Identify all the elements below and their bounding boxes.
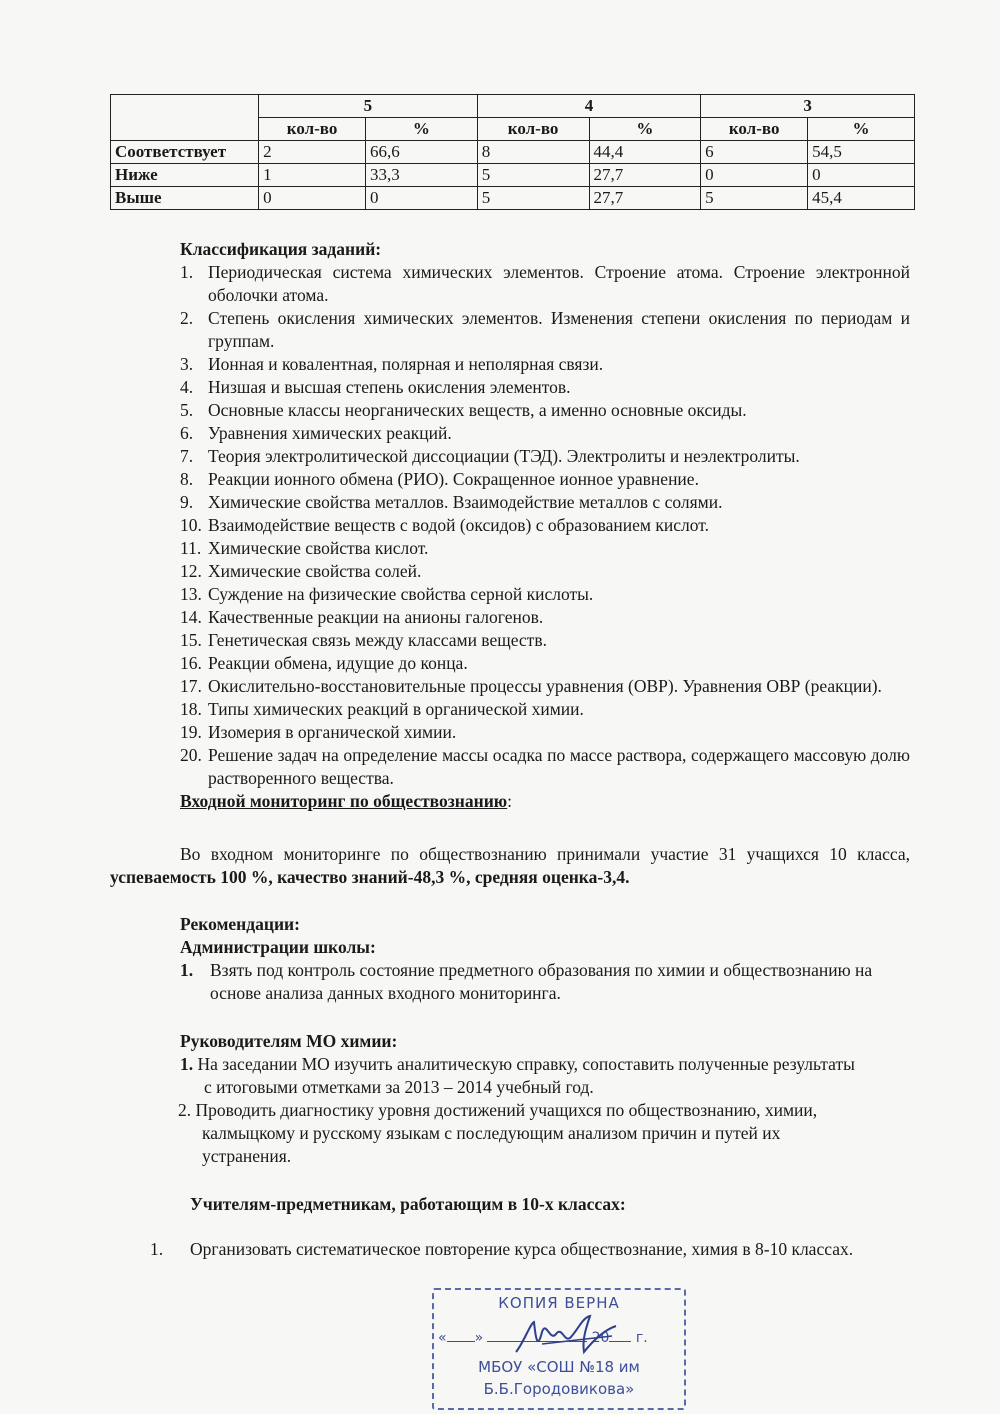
table-cell: 54,5 [808, 141, 915, 164]
list-item [180, 376, 910, 399]
list-item [180, 353, 910, 376]
table-cell: 8 [477, 141, 589, 164]
list-item [180, 261, 910, 307]
stamp-school-name: Б.Б.Городовикова» [483, 1380, 635, 1398]
item-number: 1. [180, 960, 194, 980]
monitoring-text: Во входном мониторинге по обществознанию принимали участие 31 учащихся 10 класса, [180, 844, 910, 864]
item-text: Качественные реакции на анионы галогенов. [208, 607, 544, 627]
table-cell: 5 [477, 187, 589, 210]
row-label: Выше [111, 187, 259, 210]
item-text: Взаимодействие веществ с водой (оксидов) с образованием кислот. [208, 515, 709, 535]
item-text: Решение задач на определение массы осадка по массе раствора, содержащего массовую долю растворенного вещества. [208, 745, 910, 788]
list-item [180, 652, 910, 675]
list-item [180, 629, 910, 652]
list-item [180, 959, 880, 1005]
list-item [180, 399, 910, 422]
item-text: Степень окисления химических элементов. Изменения степени окисления по периодам и группам. [208, 308, 910, 351]
monitoring-heading [180, 790, 910, 813]
list-item [180, 560, 910, 583]
item-number: 7. [180, 446, 194, 466]
list-item [180, 721, 910, 744]
item-number: 3. [180, 354, 194, 374]
table-row [111, 187, 915, 210]
list-item [180, 445, 910, 468]
item-text: Реакции ионного обмена (РИО). Сокращенное ионное уравнение. [208, 469, 699, 489]
item-text: Низшая и высшая степень окисления элементов. [208, 377, 571, 397]
list-item [150, 1238, 910, 1261]
certification-stamp [432, 1288, 686, 1410]
item-number: 20. [180, 745, 202, 765]
subheader-cell: % [808, 118, 915, 141]
item-text: Ионная и ковалентная, полярная и неполярная связи. [208, 354, 604, 374]
table-cell: 1 [259, 164, 366, 187]
item-number: 1. [180, 1054, 194, 1074]
stamp-year: 20 [591, 1330, 610, 1346]
table-cell: 66,6 [366, 141, 478, 164]
item-text: Периодическая система химических элементов. Строение атома. Строение электронной оболочки атома. [208, 262, 910, 305]
item-number: 5. [180, 400, 194, 420]
list-item [180, 675, 910, 698]
item-number: 4. [180, 377, 194, 397]
admin-title: Администрации школы: [180, 937, 376, 957]
grade-header: 3 [701, 95, 915, 118]
list-item [178, 1099, 858, 1168]
item-number: 19. [180, 722, 202, 742]
table-cell: 0 [701, 164, 808, 187]
mo-title: Руководителям МО химии: [180, 1031, 398, 1051]
table-cell: 45,4 [808, 187, 915, 210]
item-number: 14. [180, 607, 202, 627]
table-cell: 5 [477, 164, 589, 187]
table-header-row [111, 95, 915, 118]
list-item [180, 698, 910, 721]
list-item [180, 583, 910, 606]
recommendations-section [180, 913, 880, 1005]
task-list [180, 261, 910, 790]
item-number: 2. [178, 1100, 192, 1120]
table-cell: 2 [259, 141, 366, 164]
item-text: Генетическая связь между классами веществ. [208, 630, 547, 650]
item-number: 1. [150, 1239, 164, 1259]
item-number: 15. [180, 630, 202, 650]
item-number: 6. [180, 423, 194, 443]
item-text: Типы химических реакций в органической химии. [208, 699, 584, 719]
subheader-cell: % [366, 118, 478, 141]
grade-header: 4 [477, 95, 700, 118]
results-table [110, 94, 915, 210]
item-number: 1. [180, 262, 194, 282]
item-text: Изомерия в органической химии. [208, 722, 457, 742]
row-label: Соответствует [111, 141, 259, 164]
teacher-list [150, 1238, 910, 1261]
stamp-title: КОПИЯ ВЕРНА [498, 1294, 620, 1312]
list-item [180, 422, 910, 445]
table-cell: 6 [701, 141, 808, 164]
item-text: Проводить диагностику уровня достижений учащихся по обществознанию, химии, калмыцкому и русскому языкам с последующим анализом причин и путей их устранения. [195, 1100, 818, 1166]
list-item [180, 514, 910, 537]
list-item [180, 537, 910, 560]
table-cell: 33,3 [366, 164, 478, 187]
subheader-cell: кол-во [701, 118, 808, 141]
monitoring-title-colon: : [507, 791, 513, 811]
row-label: Ниже [111, 164, 259, 187]
item-text: На заседании МО изучить аналитическую справку, сопоставить полученные результаты с итоговыми отметками за 2013 – 2014 учебный год. [197, 1054, 855, 1097]
item-number: 16. [180, 653, 202, 673]
table-row [111, 141, 915, 164]
list-item [180, 1053, 860, 1099]
item-number: 12. [180, 561, 202, 581]
item-text: Реакции обмена, идущие до конца. [208, 653, 468, 673]
monitoring-paragraph [110, 843, 910, 889]
item-number: 9. [180, 492, 194, 512]
table-cell: 27,7 [589, 164, 701, 187]
item-number: 17. [180, 676, 202, 696]
item-text: Химические свойства металлов. Взаимодействие металлов с солями. [208, 492, 723, 512]
subheader-cell: % [589, 118, 701, 141]
item-text: Организовать систематическое повторение курса обществознание, химия в 8-10 классах. [190, 1239, 854, 1259]
stamp-school: МБОУ «СОШ №18 им [478, 1358, 640, 1376]
stamp-year-suffix: г. [635, 1330, 648, 1346]
classification-title: Классификация заданий: [180, 239, 382, 259]
subheader-cell: кол-во [477, 118, 589, 141]
item-text: Основные классы неорганических веществ, а именно основные оксиды. [208, 400, 747, 420]
item-number: 8. [180, 469, 194, 489]
item-text: Окислительно-восстановительные процессы уравнения (ОВР). Уравнения ОВР (реакции). [208, 676, 882, 696]
list-item [180, 744, 910, 790]
list-item [180, 307, 910, 353]
item-number: 13. [180, 584, 202, 604]
list-item [180, 491, 910, 514]
mo-section [180, 1030, 880, 1053]
item-text: Уравнения химических реакций. [208, 423, 452, 443]
table-row [111, 164, 915, 187]
mo-list-2 [178, 1099, 858, 1168]
mo-list [180, 1053, 860, 1099]
item-number: 2. [180, 308, 194, 328]
item-number: 10. [180, 515, 202, 535]
monitoring-results: успеваемость 100 %, качество знаний-48,3 %, средняя оценка-3,4. [110, 867, 630, 887]
item-number: 18. [180, 699, 202, 719]
list-item [180, 606, 910, 629]
stamp-quote-open: « [438, 1330, 447, 1346]
recommendations-title: Рекомендации: [180, 914, 300, 934]
list-item [180, 468, 910, 491]
item-text: Суждение на физические свойства серной кислоты. [208, 584, 594, 604]
signature-icon [512, 1312, 622, 1362]
item-text: Взять под контроль состояние предметного образования по химии и обществознанию на основе анализа данных входного мониторинга. [210, 960, 873, 1003]
item-text: Химические свойства солей. [208, 561, 422, 581]
table-cell: 0 [808, 164, 915, 187]
table-cell: 0 [366, 187, 478, 210]
subheader-cell: кол-во [259, 118, 366, 141]
item-text: Теория электролитической диссоциации (ТЭД). Электролиты и неэлектролиты. [208, 446, 800, 466]
table-cell: 27,7 [589, 187, 701, 210]
monitoring-title: Входной мониторинг по обществознанию [180, 791, 508, 811]
stamp-quote-close: » [474, 1330, 484, 1346]
table-cell: 44,4 [589, 141, 701, 164]
classification-section [180, 238, 910, 813]
grade-header: 5 [259, 95, 478, 118]
item-text: Химические свойства кислот. [208, 538, 429, 558]
table-cell: 5 [701, 187, 808, 210]
item-number: 11. [180, 538, 202, 558]
teachers-title: Учителям-предметникам, работающим в 10-х классах: [190, 1194, 626, 1214]
table-cell: 0 [259, 187, 366, 210]
table-corner-cell [111, 95, 259, 141]
